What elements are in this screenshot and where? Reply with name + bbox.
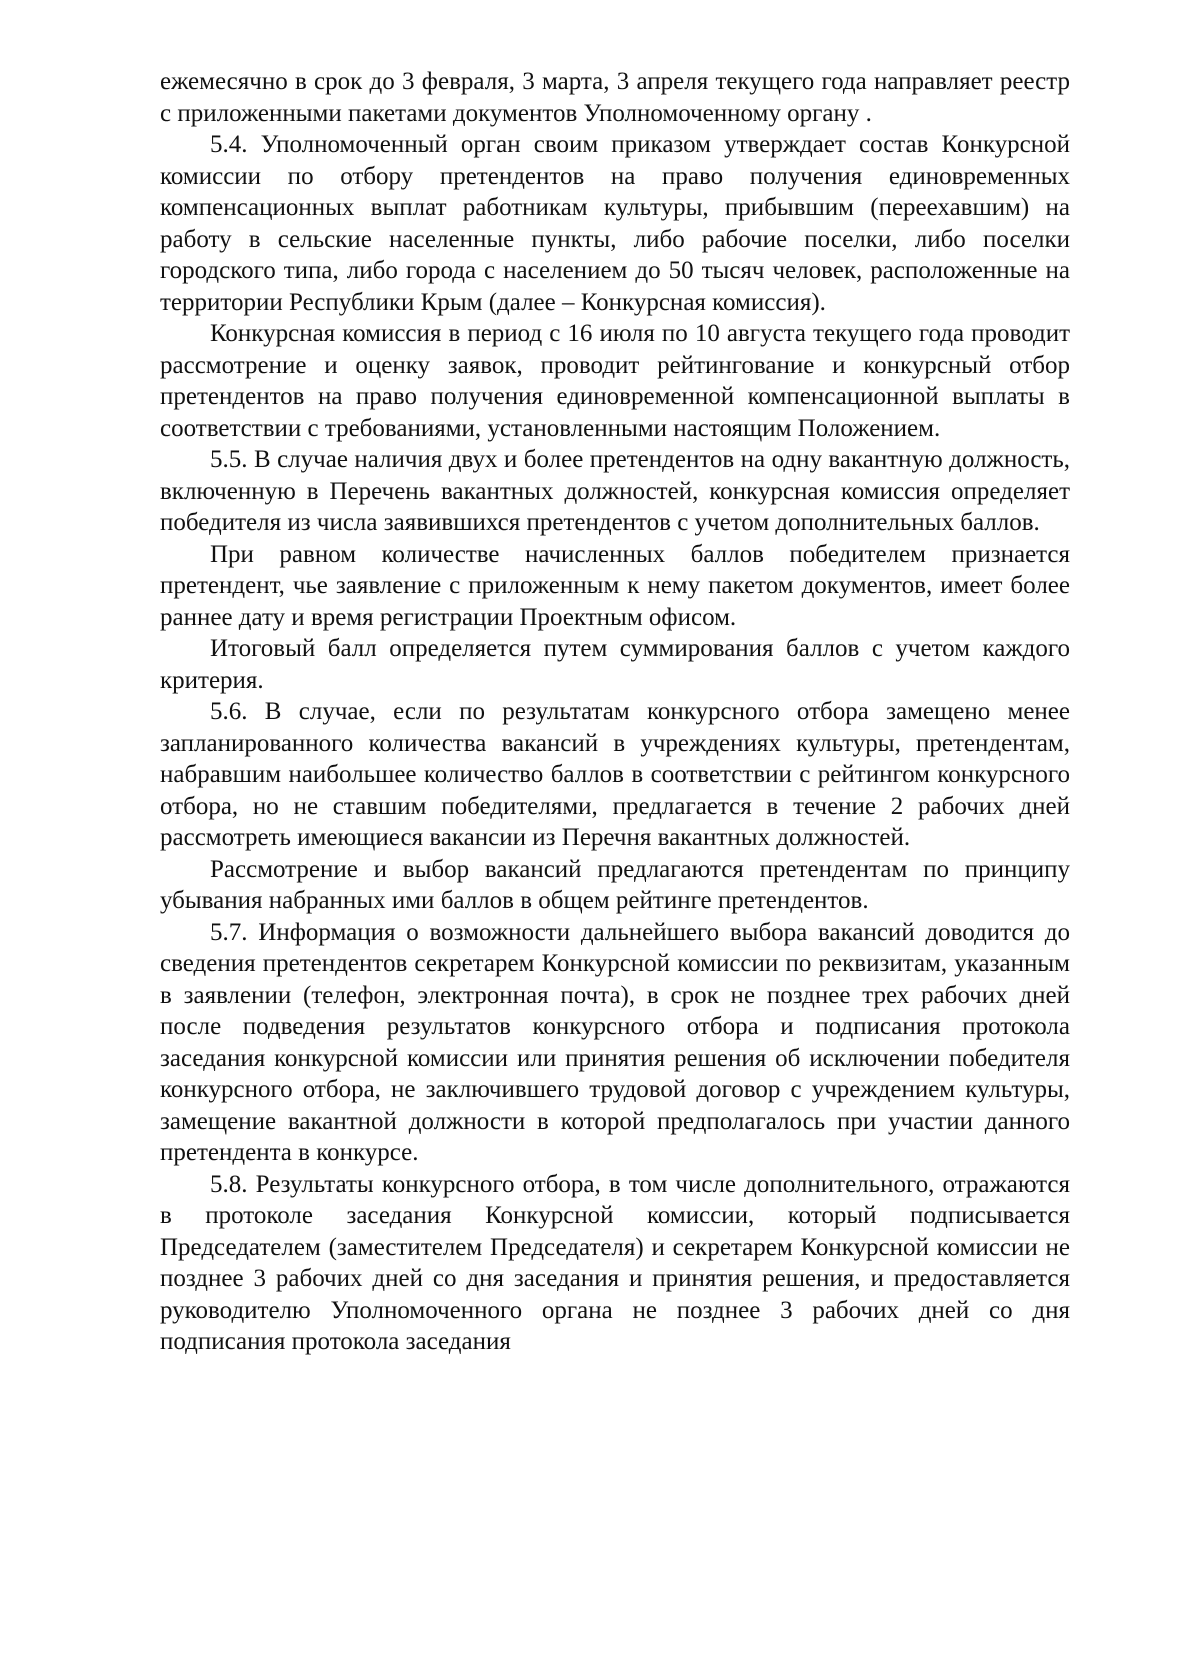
paragraph-5-8: 5.8. Результаты конкурсного отбора, в том числе дополнительного, отражаются в протоколе заседания Конкурсной комиссии, который подписывается Председателем (заместителем Председателя) и секретарем Конкурсной комиссии не позднее 3 рабочих дней со дня заседания и принятия решения, и предоставляется руководителю Уполномоченного органа не позднее 3 рабочих дней со дня подписания протокола заседания [160, 1170, 1070, 1355]
paragraph-5-4-commission-period: Конкурсная комиссия в период с 16 июля по 10 августа текущего года проводит рассмотрение и оценку заявок, проводит рейтингование и конкурсный отбор претендентов на право получения единовременной компенсационной выплаты в соответствии с требованиями, установленными настоящим Положением. [160, 320, 1070, 442]
paragraph-5-6-selection: Рассмотрение и выбор вакансий предлагаются претендентам по принципу убывания набранных ими баллов в общем рейтинге претендентов. [160, 855, 1070, 914]
paragraph-5-4: 5.4. Уполномоченный орган своим приказом утверждает состав Конкурсной комиссии по отбору претендентов на право получения единовременных компенсационных выплат работникам культуры, прибывшим (переехавшим) на работу в сельские населенные пункты, либо рабочие поселки, либо поселки городского типа, либо города с населением до 50 тысяч человек, расположенные на территории Республики Крым (далее – Конкурсная комиссия). [160, 131, 1070, 316]
paragraph-5-7: 5.7. Информация о возможности дальнейшего выбора вакансий доводится до сведения претендентов секретарем Конкурсной комиссии по реквизитам, указанным в заявлении (телефон, электронная почта), в срок не позднее трех рабочих дней после подведения результатов конкурсного отбора и подписания протокола заседания конкурсной комиссии или принятия решения об исключении победителя конкурсного отбора, не заключившего трудовой договор с учреждением культуры, замещение вакантной должности в которой предполагалось при участии данного претендента в конкурсе. [160, 918, 1070, 1166]
paragraph-5-5: 5.5. В случае наличия двух и более претендентов на одну вакантную должность, включенную в Перечень вакантных должностей, конкурсная комиссия определяет победителя из числа заявившихся претендентов с учетом дополнительных баллов. [160, 446, 1070, 536]
paragraph-5-6: 5.6. В случае, если по результатам конкурсного отбора замещено менее запланированного количества вакансий в учреждениях культуры, претендентам, набравшим наибольшее количество баллов в соответствии с рейтингом конкурсного отбора, но не ставшим победителями, предлагается в течение 2 рабочих дней рассмотреть имеющиеся вакансии из Перечня вакантных должностей. [160, 698, 1070, 851]
paragraph-5-5-equal-points: При равном количестве начисленных баллов победителем признается претендент, чье заявление с приложенным к нему пакетом документов, имеет более раннее дату и время регистрации Проектным офисом. [160, 540, 1070, 631]
paragraph-continuation: ежемесячно в срок до 3 февраля, 3 марта, 3 апреля текущего года направляет реестр с приложенными пакетами документов Уполномоченному органу . [160, 68, 1070, 127]
paragraph-5-5-total-score: Итоговый балл определяется путем суммирования баллов с учетом каждого критерия. [160, 635, 1070, 694]
